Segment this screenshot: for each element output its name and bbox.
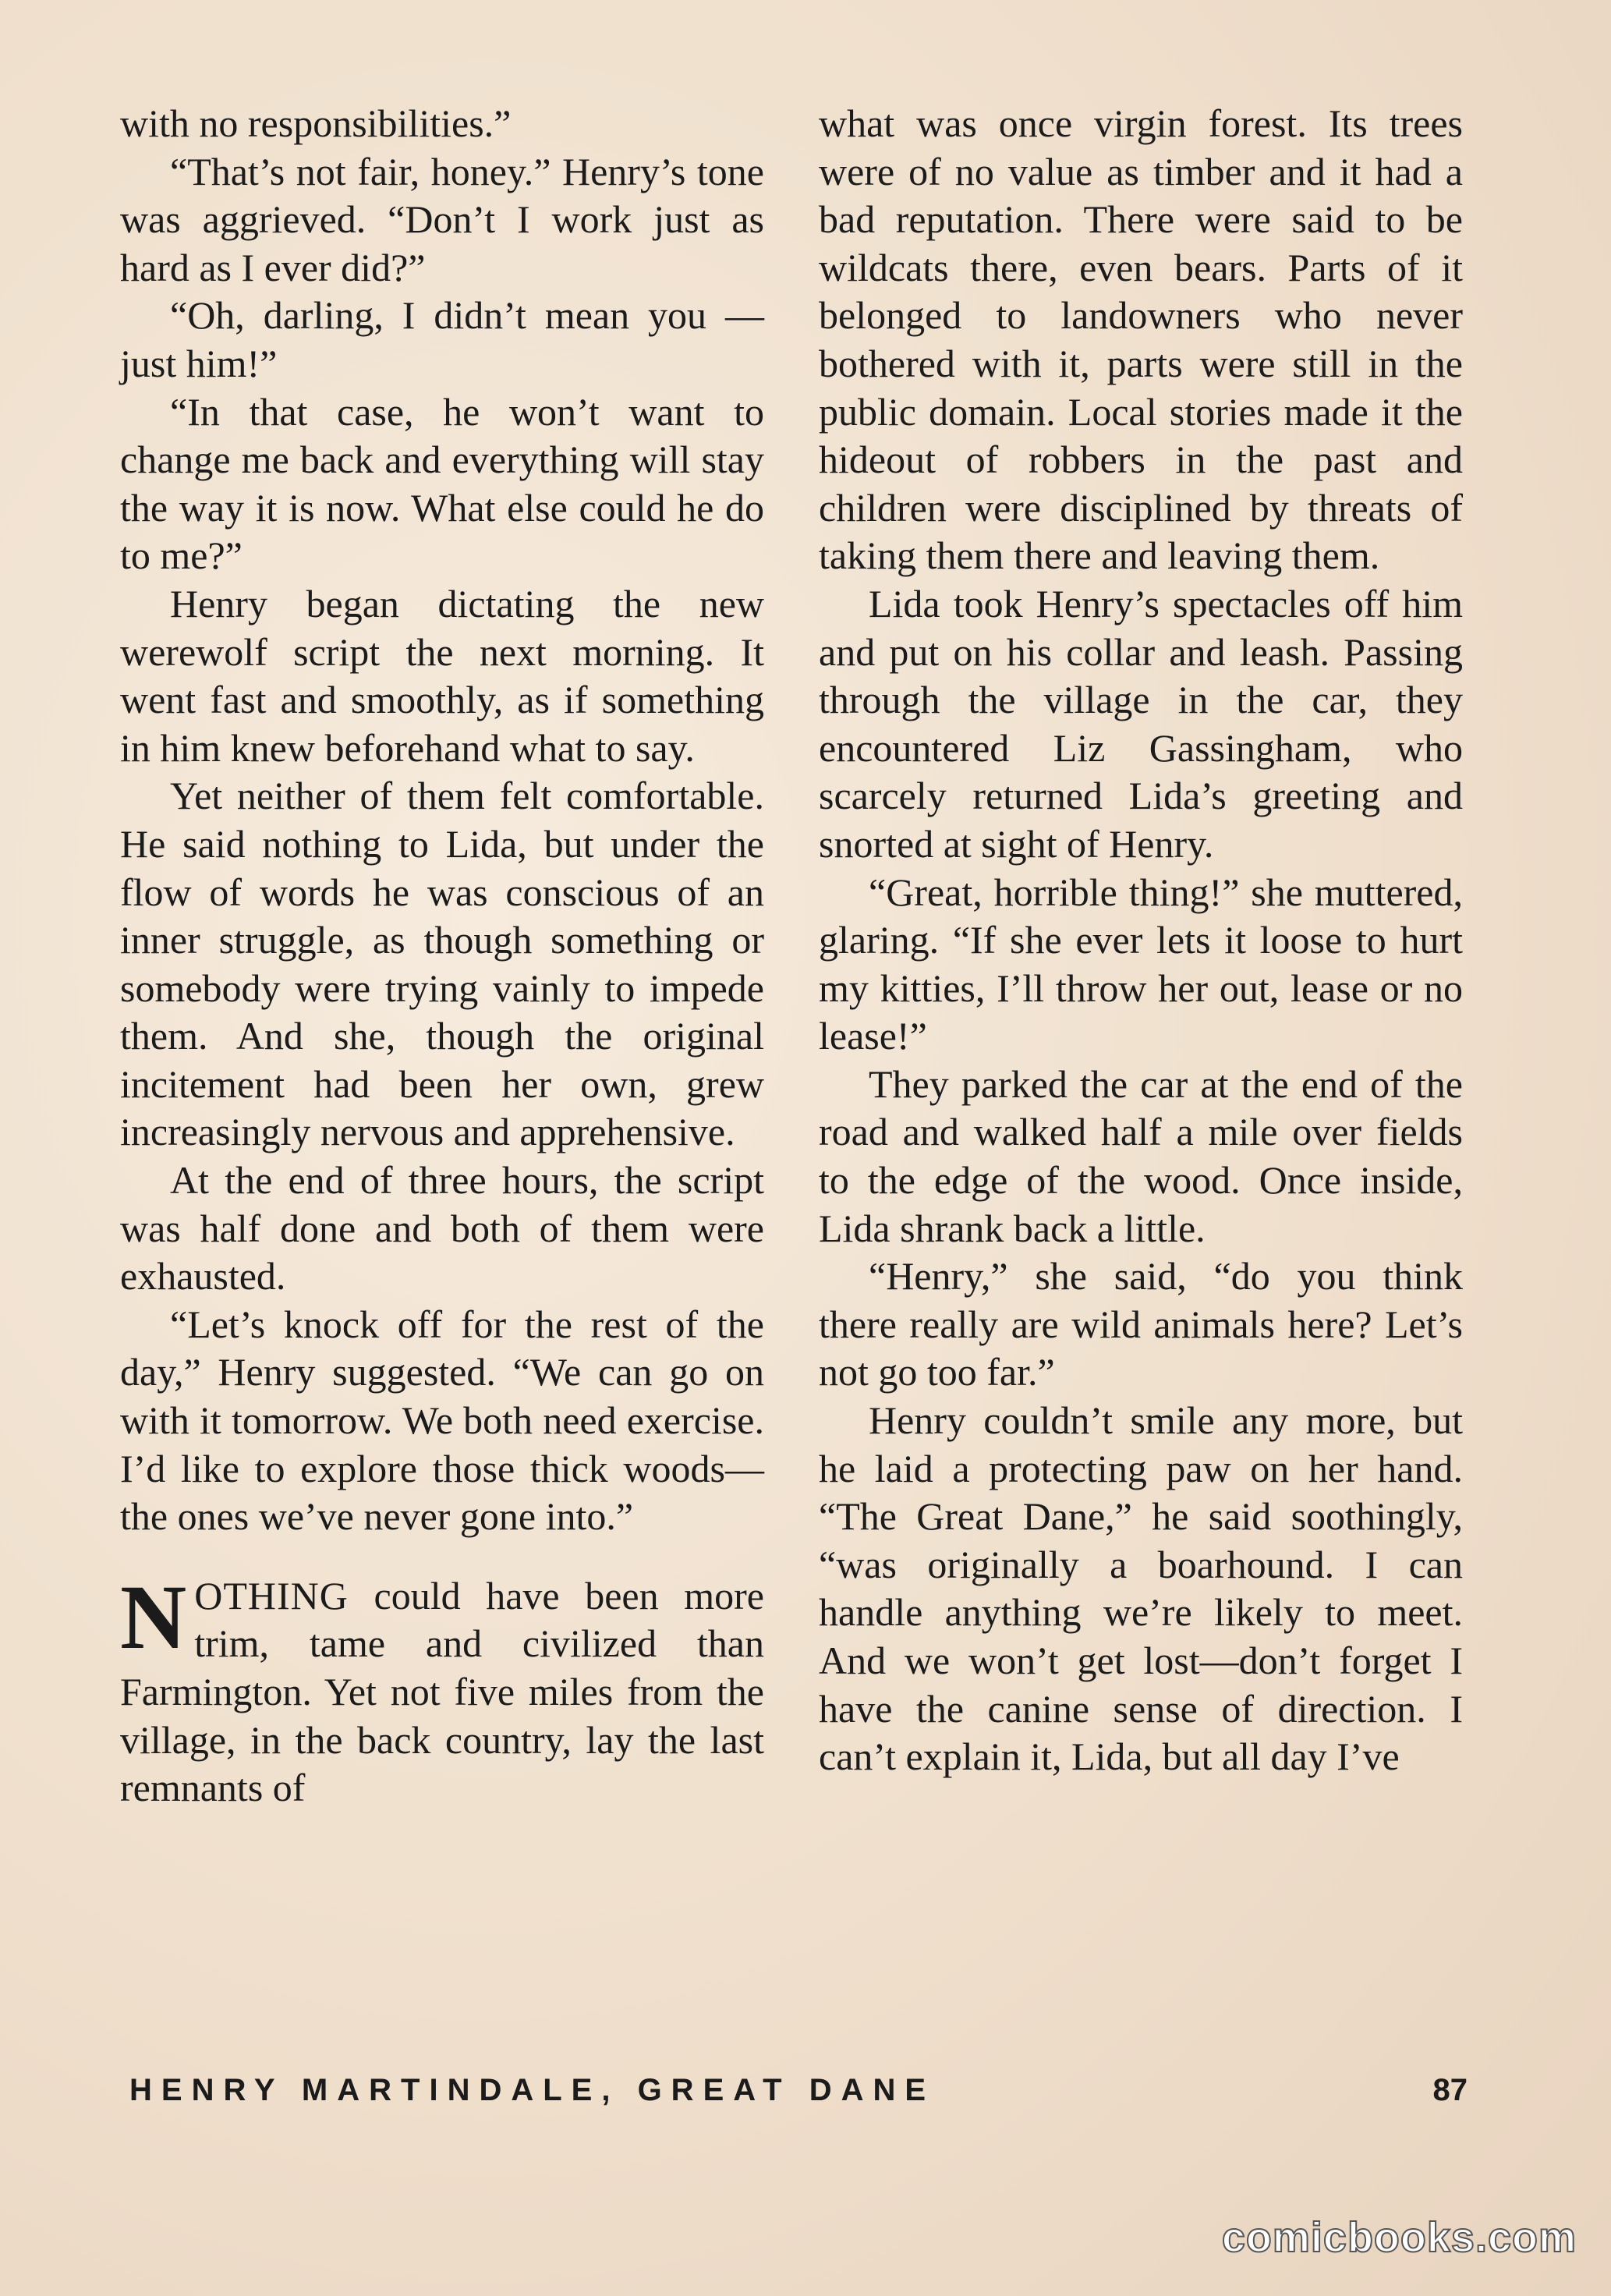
- paragraph: “In that case, he won’t want to change me back and everything will stay the way it is now. What else could he do to me?”: [120, 389, 764, 578]
- running-title: HENRY MARTINDALE, GREAT DANE: [129, 2073, 936, 2107]
- right-column: [819, 100, 1463, 1781]
- left-column: [120, 100, 764, 1812]
- section-opening-paragraph: [120, 1565, 764, 1812]
- paragraph: “Henry,” she said, “do you think there really are wild animals here? Let’s not go too far.”: [819, 1254, 1463, 1394]
- page-number: 87: [1432, 2073, 1468, 2107]
- site-watermark: comicbooks.com: [1221, 2214, 1577, 2261]
- section-lead-word: OTHING: [194, 1573, 349, 1617]
- paragraph: what was once virgin forest. Its trees were of no value as timber and it had a bad reputation. There were said to be wildcats there, even bears. Parts of it belonged to landowners who never bothered with it, parts were still in the public domain. Local stories made it the hideout of robbers in the past and children were disciplined by threats of taking them there and leaving them.: [819, 101, 1463, 578]
- paragraph: Lida took Henry’s spectacles off him and put on his collar and leash. Passing through the village in the car, they encountered Liz Gassingham, who scarcely returned Lida’s greeting and snorted at sight of Henry.: [819, 581, 1463, 866]
- paragraph: “That’s not fair, honey.” Henry’s tone was aggrieved. “Don’t I work just as hard as I ever did?”: [120, 149, 764, 289]
- paragraph: Henry began dictating the new werewolf script the next morning. It went fast and smoothly, as if something in him knew beforehand what to say.: [120, 581, 764, 770]
- drop-cap: N: [120, 1565, 187, 1668]
- paragraph: They parked the car at the end of the road and walked half a mile over fields to the edge of the wood. Once inside, Lida shrank back a little.: [819, 1061, 1463, 1250]
- paragraph: “Let’s knock off for the rest of the day,” Henry suggested. “We can go on with it tomorrow. We both need exercise. I’d like to explore those thick woods—the ones we’ve never gone into.”: [120, 1302, 764, 1539]
- paragraph: with no responsibilities.”: [120, 101, 512, 145]
- paragraph: At the end of three hours, the script was half done and both of them were exhausted.: [120, 1158, 764, 1299]
- page-footer: [129, 2073, 1468, 2120]
- paragraph: Yet neither of them felt comfortable. He said nothing to Lida, but under the flow of words he was conscious of an inner struggle, as though something or somebody were trying vainly to impede them. And she, though the original incitement had been her own, grew increasingly nervous and apprehensive.: [120, 774, 764, 1154]
- paragraph: “Great, horrible thing!” she muttered, glaring. “If she ever lets it loose to hurt my kitties, I’ll throw her out, lease or no lease!”: [819, 870, 1463, 1058]
- section-text: could have been more trim, tame and civilized than Farmington. Yet not five miles from the village, in the back country, lay the last remnants of: [120, 1573, 764, 1810]
- paragraph: Henry couldn’t smile any more, but he laid a protecting paw on her hand. “The Great Dane,” he said soothingly, “was originally a boarhound. I can handle anything we’re likely to meet. And we won’t get lost—don’t forget I have the canine sense of direction. I can’t explain it, Lida, but all day I’ve: [819, 1398, 1463, 1779]
- paragraph: “Oh, darling, I didn’t mean you —just him!”: [120, 293, 764, 385]
